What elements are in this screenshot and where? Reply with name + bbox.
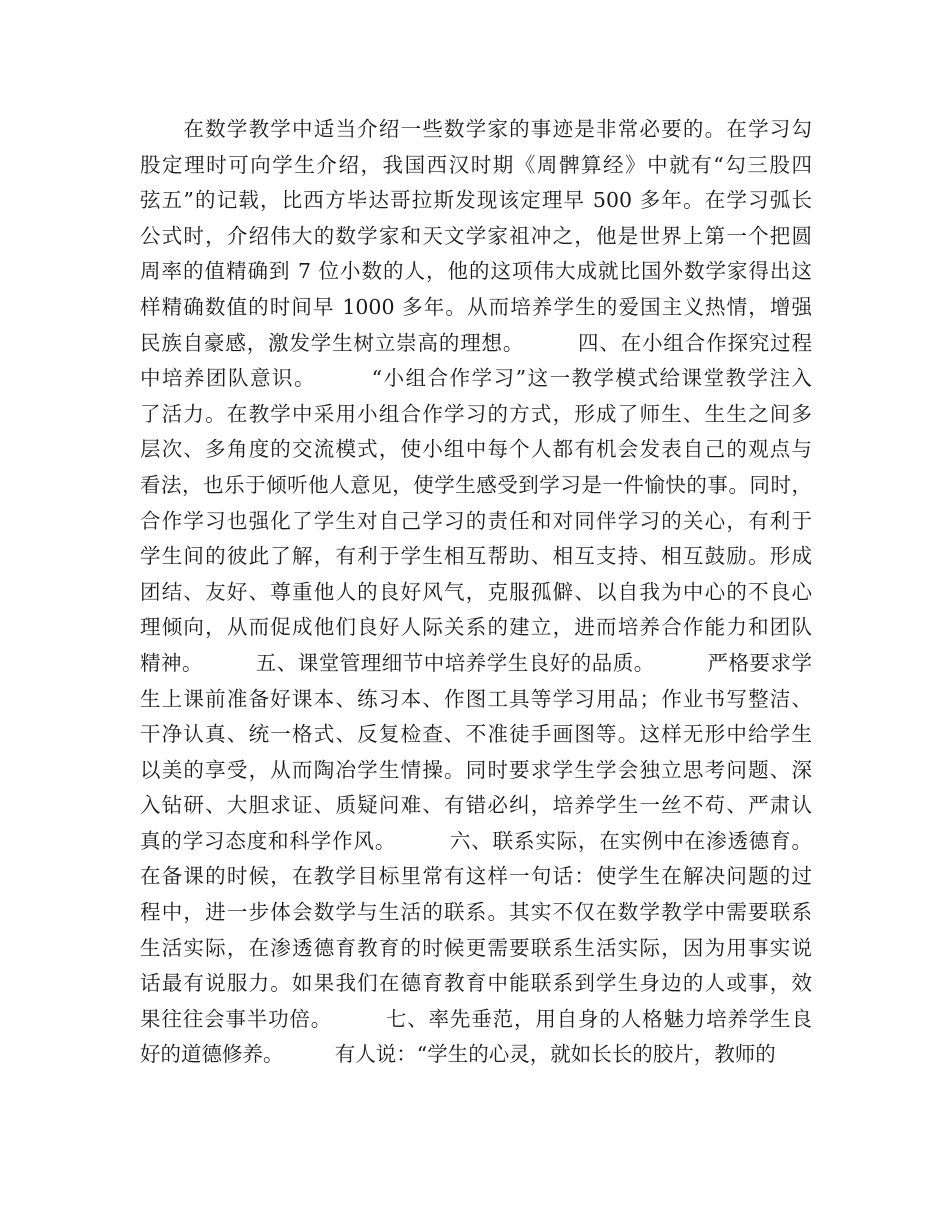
text-line: 果往往会事半功倍。 七、率先垂范，用自身的人格魅力培养学生良	[140, 1006, 812, 1031]
text-line: 弦五”的记载，比西方毕达哥拉斯发现该定理早 500 多年。在学习弧长	[140, 188, 812, 213]
text-line: 干净认真、统一格式、反复检查、不准徒手画图等。这样无形中给学生	[140, 722, 812, 747]
text-line: 程中，进一步体会数学与生活的联系。其实不仅在数学教学中需要联系	[140, 900, 812, 925]
text-line: 入钻研、大胆求证、质疑问难、有错必纠，培养学生一丝不苟、严肃认	[140, 793, 812, 818]
text-line: 周率的值精确到 7 位小数的人，他的这项伟大成就比国外数学家得出这	[140, 259, 812, 284]
text-line: 生上课前准备好课本、练习本、作图工具等学习用品；作业书写整洁、	[140, 686, 812, 711]
text-line: 股定理时可向学生介绍，我国西汉时期《周髀算经》中就有“勾三股四	[140, 152, 812, 177]
text-line: 看法，也乐于倾听他人意见，使学生感受到学习是一件愉快的事。同时，	[140, 472, 812, 497]
text-line: 学生间的彼此了解，有利于学生相互帮助、相互支持、相互鼓励。形成	[140, 544, 812, 569]
text-line: 团结、友好、尊重他人的良好风气，克服孤僻、以自我为中心的不良心	[140, 579, 812, 604]
text-line: 公式时，介绍伟大的数学家和天文学家祖冲之，他是世界上第一个把圆	[140, 223, 812, 248]
text-line: 在数学教学中适当介绍一些数学家的事迹是非常必要的。在学习勾	[140, 117, 812, 141]
text-line: 民族自豪感，激发学生树立崇高的理想。 四、在小组合作探究过程	[140, 330, 812, 355]
text-line: 生活实际，在渗透德育教育的时候更需要联系生活实际，因为用事实说	[140, 935, 812, 960]
text-line: 好的道德修养。 有人说：“学生的心灵，就如长长的胶片，教师的	[140, 1042, 776, 1067]
text-line: 样精确数值的时间早 1000 多年。从而培养学生的爱国主义热情，增强	[140, 294, 812, 319]
text-line: 话最有说服力。如果我们在德育教育中能联系到学生身边的人或事，效	[140, 971, 812, 996]
text-line: 合作学习也强化了学生对自己学习的责任和对同伴学习的关心，有利于	[140, 508, 812, 533]
text-line: 理倾向，从而促成他们良好人际关系的建立，进而培养合作能力和团队	[140, 615, 812, 640]
text-line: 中培养团队意识。 “小组合作学习”这一教学模式给课堂教学注入	[140, 366, 812, 391]
text-line: 以美的享受，从而陶冶学生情操。同时要求学生学会独立思考问题、深	[140, 757, 812, 782]
body-paragraph	[140, 112, 812, 1073]
text-line: 层次、多角度的交流模式，使小组中每个人都有机会发表自己的观点与	[140, 437, 812, 462]
text-line: 真的学习态度和科学作风。 六、联系实际，在实例中在渗透德育。	[140, 828, 812, 853]
text-line: 精神。 五、课堂管理细节中培养学生良好的品质。 严格要求学	[140, 650, 812, 675]
text-line: 了活力。在教学中采用小组合作学习的方式，形成了师生、生生之间多	[140, 401, 812, 426]
text-line: 在备课的时候，在教学目标里常有这样一句话：使学生在解决问题的过	[140, 864, 812, 889]
